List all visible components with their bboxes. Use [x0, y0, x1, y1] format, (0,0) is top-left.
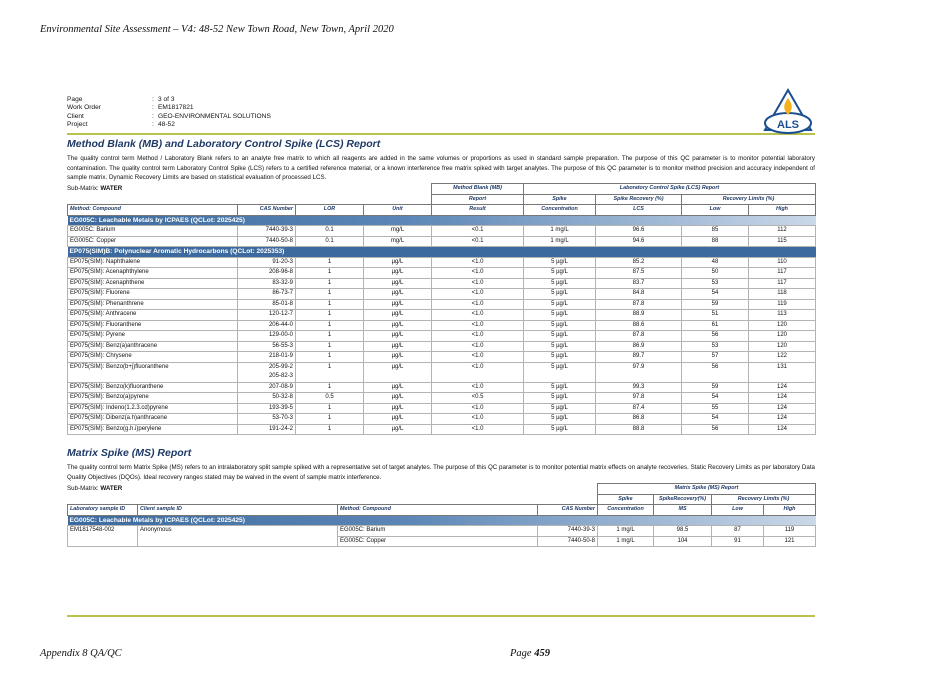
mb-head-lcs: Laboratory Control Spike (LCS) Report [524, 184, 816, 195]
table-row: EP075(SIM): Chrysene 218-01-9 1 µg/L <1.0 5 µg/L 89.7 57 122 [68, 352, 816, 363]
ms-head-row-3: Laboratory sample ID Client sample ID Method: Compound CAS Number Concentration MS Low High [68, 505, 816, 516]
mb-head-row-1 [68, 184, 816, 195]
table-row: EP075(SIM): Benzo(b+j)fluoranthene 205-99-2 205-82-3 1 µg/L <1.0 5 µg/L 97.9 56 131 [68, 362, 816, 382]
table-row: EP075(SIM): Benz(a)anthracene 56-55-3 1 µg/L <1.0 5 µg/L 86.9 53 120 [68, 341, 816, 352]
ms-submatrix: Sub-Matrix: WATER [67, 485, 123, 493]
mb-head-mb: Method Blank (MB) [432, 184, 524, 195]
table-row: EP075(SIM): Acenaphthylene 208-96-8 1 µg/L <1.0 5 µg/L 87.5 50 117 [68, 268, 816, 279]
mb-lcs-title: Method Blank (MB) and Laboratory Control Spike (LCS) Report [67, 138, 381, 151]
report-meta [67, 96, 815, 129]
header-rule [67, 133, 815, 135]
table-row: EP075(SIM): Anthracene 120-12-7 1 µg/L <1.0 5 µg/L 88.9 51 113 [68, 310, 816, 321]
table-row: EP075(SIM): Benzo(g.h.i)perylene 191-24-2 1 µg/L <1.0 5 µg/L 88.8 56 124 [68, 424, 816, 435]
ms-title: Matrix Spike (MS) Report [67, 447, 192, 460]
group-header: EG005C: Leachable Metals by ICPAES (QCLot: 2025425) [68, 215, 816, 226]
group-header: EP075(SIM)B: Polynuclear Aromatic Hydrocarbons (QCLot: 2025353) [68, 247, 816, 258]
table-row: EP075(SIM): Benzo(a)pyrene 50-32-8 0.5 µg/L <0.5 5 µg/L 97.8 54 124 [68, 393, 816, 404]
table-row: EP075(SIM): Fluorene 86-73-7 1 µg/L <1.0 5 µg/L 84.8 54 118 [68, 289, 816, 300]
mb-submatrix: Sub-Matrix: WATER [67, 185, 123, 193]
table-row: EP075(SIM): Dibenz(a.h)anthracene 53-70-3 1 µg/L <1.0 5 µg/L 86.8 54 124 [68, 414, 816, 425]
table-row: EP075(SIM): Indeno(1.2.3.cd)pyrene 193-39-5 1 µg/L <1.0 5 µg/L 87.4 55 124 [68, 403, 816, 414]
meta-row-project: Project : 48-52 [67, 120, 175, 128]
table-row: EG005C: Copper 7440-50-8 0.1 mg/L <0.1 1 mg/L 94.6 88 115 [68, 236, 816, 247]
footer-rule [67, 615, 815, 617]
table-row: EP075(SIM): Naphthalene 91-20-3 1 µg/L <1.0 5 µg/L 85.2 48 110 [68, 257, 816, 268]
als-logo [762, 88, 814, 138]
ms-head-row-1 [68, 484, 816, 495]
ms-head-row-2: Spike SpikeRecovery(%) Recovery Limits (%) [68, 494, 816, 505]
table-row: EP075(SIM): Acenaphthene 83-32-9 1 µg/L <1.0 5 µg/L 83.7 53 117 [68, 278, 816, 289]
meta-row-client: Client : GEO-ENVIRONMENTAL SOLUTIONS [67, 112, 271, 120]
group-header: EG005C: Leachable Metals by ICPAES (QCLot: 2025425) [68, 515, 816, 526]
ms-table [67, 483, 816, 547]
mb-head-row-3: Method: Compound CAS Number LOR Unit Result Concentration LCS Low High [68, 205, 816, 216]
table-row: EP075(SIM): Fluoranthene 206-44-0 1 µg/L <1.0 5 µg/L 88.6 61 120 [68, 320, 816, 331]
table-row: EM1817548-002 Anonymous EG005C: Barium 7440-39-3 1 mg/L 98.5 87 119 [68, 526, 816, 537]
table-row: EG005C: Barium 7440-39-3 0.1 mg/L <0.1 1 mg/L 96.6 85 112 [68, 226, 816, 237]
ms-head-ms: Matrix Spike (MS) Report [598, 484, 816, 495]
meta-row-page: Page : 3 of 3 [67, 96, 175, 103]
qc-report [67, 96, 815, 547]
table-row: EG005C: Copper 7440-50-8 1 mg/L 104 91 121 [68, 536, 816, 547]
ms-description: The quality control term Matrix Spike (MS) refers to an intralaboratory split sample spiked with a representative set of target analytes. The purpose of this QC parameter is to monitor potential matrix effects on analyte recoveries. Static Recovery Limits as per laboratory Data Quality Objectives (DQOs). Ideal recovery ranges stated may be waived in the event of sample matrix interference. [67, 464, 815, 481]
logo-text: ALS [777, 119, 799, 131]
footer-appendix: Appendix 8 QA/QC [40, 648, 122, 659]
footer-page: Page 459 [510, 648, 550, 659]
meta-row-work-order: Work Order : EM1817821 [67, 104, 194, 112]
document-header: Environmental Site Assessment – V4: 48-52 New Town Road, New Town, April 2020 [40, 24, 394, 35]
table-row: EP075(SIM): Pyrene 129-00-0 1 µg/L <1.0 5 µg/L 87.8 56 120 [68, 331, 816, 342]
mb-lcs-table [67, 183, 816, 435]
mb-lcs-description: The quality control term Method / Laboratory Blank refers to an analyte free matrix to which all reagents are added in the same volumes or proportions as used in standard sample preparation. The purpose of this QC parameter is to monitor potential laboratory contamination. The quality control term Laboratory Control Spike (LCS) refers to a certified reference material, or a known interference free matrix spiked with target analytes. The purpose of this QC parameter is to monitor method precision and accuracy independent of sample matrix. Dynamic Recovery Limits are based on statistical evaluation of processed LCS. [67, 155, 815, 181]
table-row: EP075(SIM): Benzo(k)fluoranthene 207-08-9 1 µg/L <1.0 5 µg/L 99.3 59 124 [68, 382, 816, 393]
table-row: EP075(SIM): Phenanthrene 85-01-8 1 µg/L <1.0 5 µg/L 87.8 59 119 [68, 299, 816, 310]
mb-head-row-2: Report Spike Spike Recovery (%) Recovery Limits (%) [68, 194, 816, 205]
